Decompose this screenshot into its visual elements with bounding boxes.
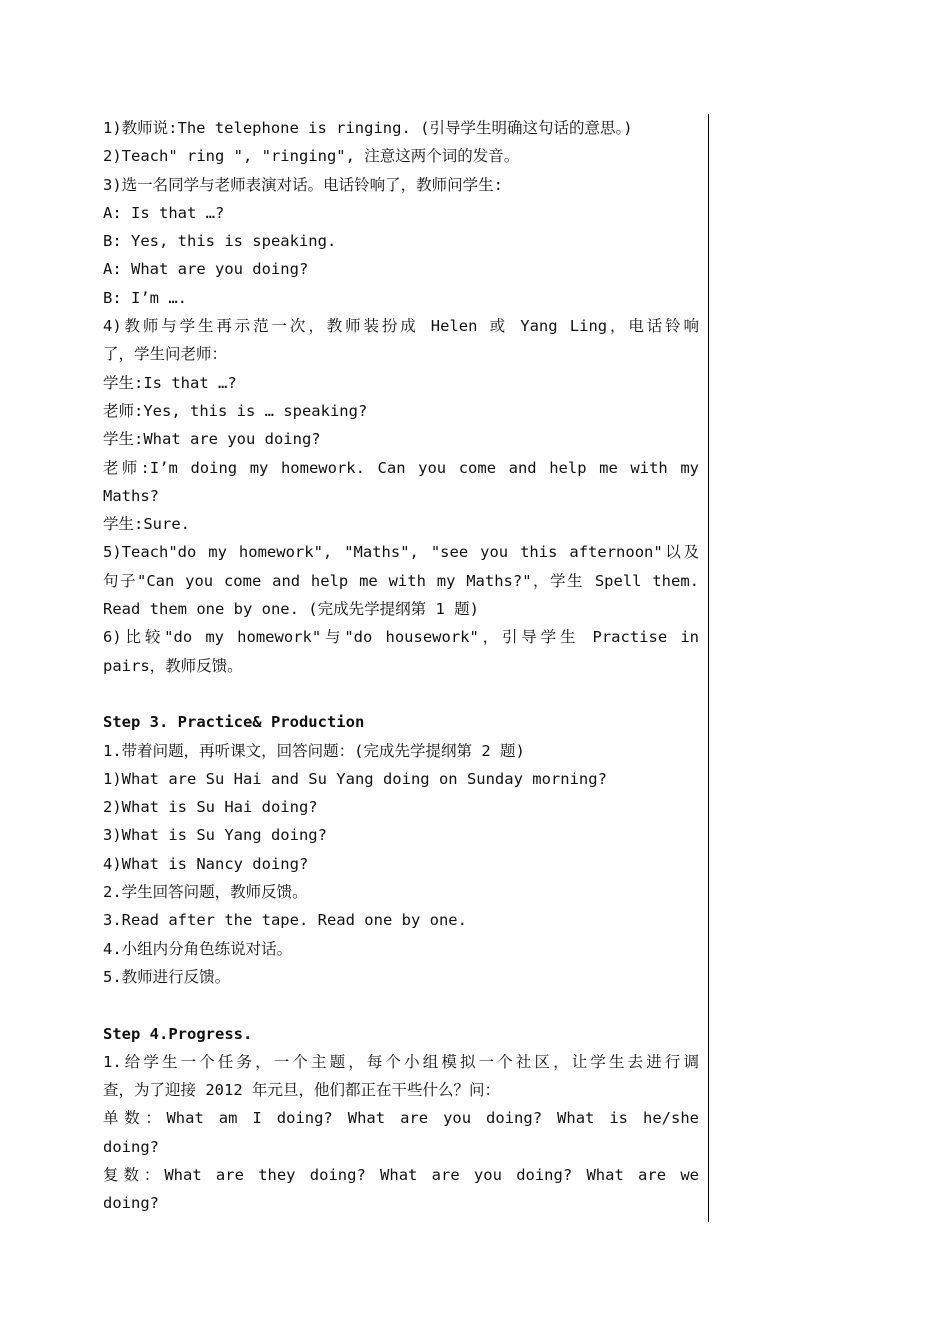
text-line: 3.Read after the tape. Read one by one.: [103, 911, 467, 930]
text-line: Maths?: [103, 486, 159, 505]
text-line: B: Yes, this is speaking.: [103, 232, 337, 251]
text-line: A: What are you doing?: [103, 260, 309, 279]
text-line: 1)What are Su Hai and Su Yang doing on Sunday morning?: [103, 769, 607, 788]
table-border-line: [708, 114, 709, 1222]
text-line: 复数：What are they doing? What are you doing? What are we: [103, 1165, 699, 1184]
text-line: A: Is that …?: [103, 203, 225, 222]
text-line: 学生:Is that …?: [103, 373, 237, 392]
text-line: 句子"Can you come and help me with my Maths?"，学生 Spell them.: [103, 571, 699, 590]
text-line: B: I’m ….: [103, 288, 187, 307]
step-3-heading: Step 3. Practice& Production: [103, 713, 365, 732]
text-line: 4.小组内分角色练说对话。: [103, 939, 293, 958]
text-line: 4)What is Nancy doing?: [103, 854, 309, 873]
text-line: 学生:Sure.: [103, 515, 190, 534]
text-line: 单数：What am I doing? What are you doing? What is he/she: [103, 1109, 699, 1128]
text-line: 学生:What are you doing?: [103, 430, 321, 449]
step-4-heading: Step 4.Progress.: [103, 1024, 253, 1043]
text-line: 老师:I’m doing my homework. Can you come and help me with my: [103, 458, 699, 477]
text-line: 4)教师与学生再示范一次，教师装扮成 Helen 或 Yang Ling，电话铃响: [103, 317, 699, 336]
text-line: 1)教师说:The telephone is ringing. (引导学生明确这句话的意思。): [103, 119, 633, 137]
text-line: pairs，教师反馈。: [103, 656, 243, 675]
lesson-procedure-text: [103, 114, 699, 1218]
text-line: 3)选一名同学与老师表演对话。电话铃响了，教师问学生:: [103, 175, 503, 194]
text-line: 1.给学生一个任务，一个主题，每个小组模拟一个社区，让学生去进行调: [103, 1052, 699, 1071]
text-line: 2)Teach" ring ", "ringing", 注意这两个词的发音。: [103, 147, 520, 166]
text-line: 2.学生回答问题，教师反馈。: [103, 883, 308, 902]
text-line: doing?: [103, 1194, 159, 1213]
blank-line: [103, 991, 699, 1019]
text-line: 5.教师进行反馈。: [103, 967, 231, 986]
text-line: 老师:Yes, this is … speaking?: [103, 401, 368, 420]
text-line: 了，学生问老师：: [103, 345, 228, 364]
text-line: doing?: [103, 1137, 159, 1156]
text-line: 1.带着问题，再听课文，回答问题：(完成先学提纲第 2 题): [103, 741, 525, 760]
text-line: 5)Teach"do my homework", "Maths", "see you this afternoon"以及: [103, 543, 699, 562]
text-line: Read them one by one. (完成先学提纲第 1 题): [103, 600, 479, 619]
text-line: 3)What is Su Yang doing?: [103, 826, 327, 845]
blank-line: [103, 680, 699, 708]
text-line: 6)比较"do my homework"与"do housework"，引导学生 Practise in: [103, 628, 699, 647]
text-line: 查，为了迎接 2012 年元旦，他们都正在干些什么？问：: [103, 1081, 500, 1100]
text-line: 2)What is Su Hai doing?: [103, 798, 318, 817]
